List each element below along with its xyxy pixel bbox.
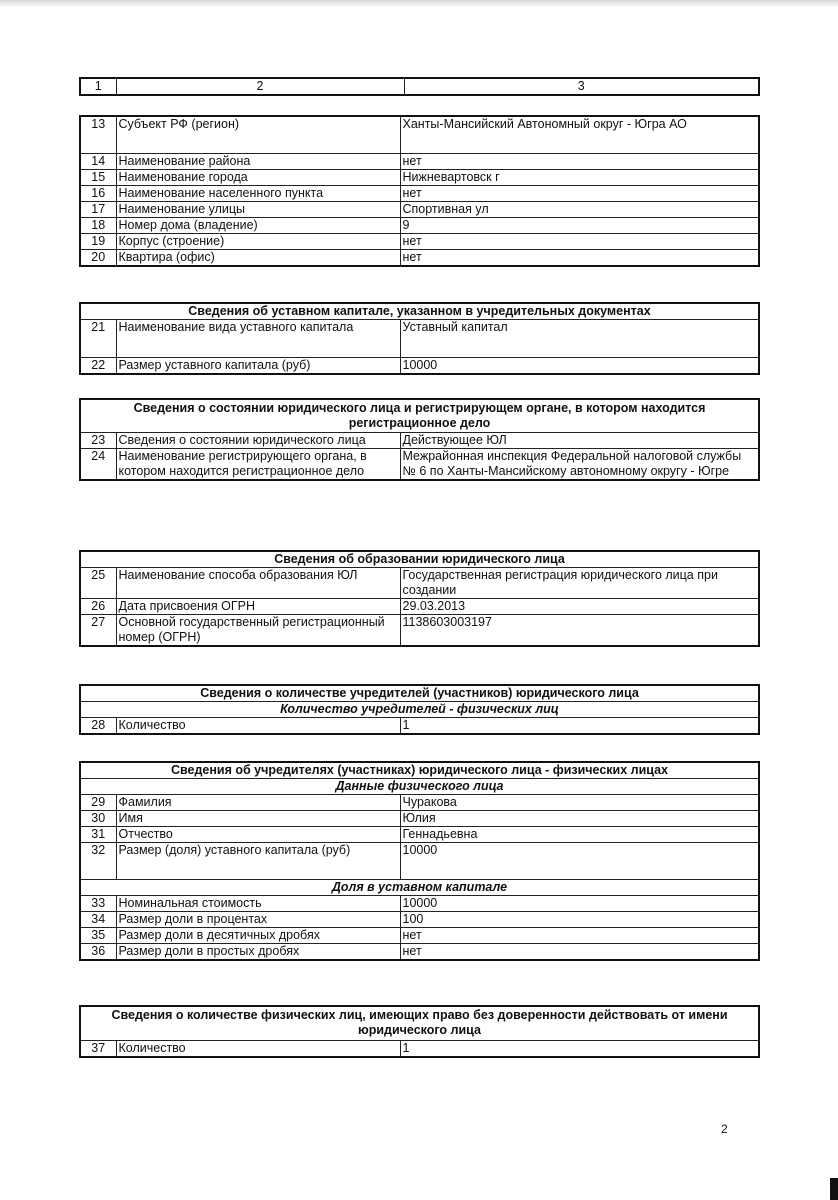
row-label: Квартира (офис) bbox=[116, 249, 400, 266]
table-row bbox=[80, 811, 759, 827]
row-value: Чуракова bbox=[400, 795, 759, 811]
row-value: Межрайонная инспекция Федеральной налоговой службы № 6 по Ханты-Мансийскому автономному округу - Югре bbox=[400, 449, 759, 481]
row-value: Геннадьевна bbox=[400, 827, 759, 843]
row-number: 23 bbox=[80, 433, 116, 449]
table-row bbox=[80, 153, 759, 169]
row-value: нет bbox=[400, 153, 759, 169]
row-value: Ханты-Мансийский Автономный округ - Югра АО bbox=[400, 116, 759, 153]
row-label: Размер уставного капитала (руб) bbox=[116, 358, 400, 375]
row-label: Размер (доля) уставного капитала (руб) bbox=[116, 843, 400, 880]
row-number: 32 bbox=[80, 843, 116, 880]
row-value: 1 bbox=[400, 1041, 759, 1058]
section-title: Сведения об уставном капитале, указанном в учредительных документах bbox=[80, 303, 759, 320]
table-row bbox=[80, 249, 759, 266]
row-number: 16 bbox=[80, 185, 116, 201]
table-row bbox=[80, 944, 759, 961]
row-value: нет bbox=[400, 185, 759, 201]
section-title: Сведения о состоянии юридического лица и регистрирующем органе, в котором находится регистрационное дело bbox=[80, 399, 759, 433]
table-row bbox=[80, 233, 759, 249]
row-number: 31 bbox=[80, 827, 116, 843]
table-row bbox=[80, 795, 759, 811]
row-value: нет bbox=[400, 233, 759, 249]
scan-edge bbox=[0, 0, 838, 8]
row-label: Номер дома (владение) bbox=[116, 217, 400, 233]
row-value: Спортивная ул bbox=[400, 201, 759, 217]
row-label: Наименование регистрирующего органа, в котором находится регистрационное дело bbox=[116, 449, 400, 481]
founders-details-table bbox=[79, 761, 760, 961]
row-label: Фамилия bbox=[116, 795, 400, 811]
row-value: 10000 bbox=[400, 843, 759, 880]
row-value: нет bbox=[400, 944, 759, 961]
row-label: Дата присвоения ОГРН bbox=[116, 599, 400, 615]
column-header-1: 1 bbox=[80, 78, 116, 95]
authorized-persons-table bbox=[79, 1005, 760, 1058]
row-number: 26 bbox=[80, 599, 116, 615]
row-label: Корпус (строение) bbox=[116, 233, 400, 249]
table-row bbox=[80, 615, 759, 647]
row-number: 15 bbox=[80, 169, 116, 185]
row-number: 37 bbox=[80, 1041, 116, 1058]
founders-count-table bbox=[79, 684, 760, 735]
row-number: 27 bbox=[80, 615, 116, 647]
row-number: 33 bbox=[80, 896, 116, 912]
row-number: 21 bbox=[80, 320, 116, 358]
row-label: Наименование способа образования ЮЛ bbox=[116, 568, 400, 599]
row-value: Юлия bbox=[400, 811, 759, 827]
row-label: Размер доли в десятичных дробях bbox=[116, 928, 400, 944]
row-label: Наименование района bbox=[116, 153, 400, 169]
row-value: 100 bbox=[400, 912, 759, 928]
row-label: Субъект РФ (регион) bbox=[116, 116, 400, 153]
column-header-3: 3 bbox=[404, 78, 759, 95]
row-label: Размер доли в процентах bbox=[116, 912, 400, 928]
formation-table bbox=[79, 550, 760, 647]
row-value: 1138603003197 bbox=[400, 615, 759, 647]
row-number: 13 bbox=[80, 116, 116, 153]
row-value: нет bbox=[400, 928, 759, 944]
table-row bbox=[80, 896, 759, 912]
section-subtitle: Данные физического лица bbox=[80, 779, 759, 795]
row-label: Наименование вида уставного капитала bbox=[116, 320, 400, 358]
row-value: 10000 bbox=[400, 896, 759, 912]
row-value: Уставный капитал bbox=[400, 320, 759, 358]
row-number: 35 bbox=[80, 928, 116, 944]
row-value: 10000 bbox=[400, 358, 759, 375]
table-row bbox=[80, 201, 759, 217]
row-number: 25 bbox=[80, 568, 116, 599]
table-row bbox=[80, 568, 759, 599]
row-value: 1 bbox=[400, 718, 759, 735]
table-row bbox=[80, 358, 759, 375]
row-value: 9 bbox=[400, 217, 759, 233]
row-label: Количество bbox=[116, 718, 400, 735]
row-number: 18 bbox=[80, 217, 116, 233]
entity-state-table bbox=[79, 398, 760, 481]
address-table bbox=[79, 115, 760, 267]
row-value: Нижневартовск г bbox=[400, 169, 759, 185]
table-row bbox=[80, 928, 759, 944]
row-value: Действующее ЮЛ bbox=[400, 433, 759, 449]
row-number: 29 bbox=[80, 795, 116, 811]
row-label: Количество bbox=[116, 1041, 400, 1058]
table-row bbox=[80, 827, 759, 843]
table-row bbox=[80, 843, 759, 880]
table-row bbox=[80, 185, 759, 201]
section-title: Сведения о количестве физических лиц, имеющих право без доверенности действовать от имени юридического лица bbox=[80, 1006, 759, 1041]
table-row bbox=[80, 217, 759, 233]
row-number: 20 bbox=[80, 249, 116, 266]
column-header-2: 2 bbox=[116, 78, 404, 95]
table-row bbox=[80, 169, 759, 185]
table-row bbox=[80, 320, 759, 358]
row-value: Государственная регистрация юридического лица при создании bbox=[400, 568, 759, 599]
row-label: Основной государственный регистрационный номер (ОГРН) bbox=[116, 615, 400, 647]
row-label: Имя bbox=[116, 811, 400, 827]
column-header-table bbox=[79, 77, 760, 96]
charter-capital-table bbox=[79, 302, 760, 375]
table-row bbox=[80, 1041, 759, 1058]
row-label: Отчество bbox=[116, 827, 400, 843]
page-number: 2 bbox=[721, 1122, 728, 1136]
row-label: Наименование населенного пункта bbox=[116, 185, 400, 201]
row-label: Сведения о состоянии юридического лица bbox=[116, 433, 400, 449]
section-subtitle: Доля в уставном капитале bbox=[80, 880, 759, 896]
row-label: Наименование города bbox=[116, 169, 400, 185]
row-number: 34 bbox=[80, 912, 116, 928]
row-number: 14 bbox=[80, 153, 116, 169]
row-number: 17 bbox=[80, 201, 116, 217]
row-number: 24 bbox=[80, 449, 116, 481]
table-row bbox=[80, 599, 759, 615]
scan-mark bbox=[830, 1178, 838, 1200]
table-row bbox=[80, 718, 759, 735]
section-title: Сведения об образовании юридического лица bbox=[80, 551, 759, 568]
section-title: Сведения о количестве учредителей (участников) юридического лица bbox=[80, 685, 759, 702]
row-number: 22 bbox=[80, 358, 116, 375]
row-label: Наименование улицы bbox=[116, 201, 400, 217]
row-label: Размер доли в простых дробях bbox=[116, 944, 400, 961]
table-row bbox=[80, 433, 759, 449]
row-label: Номинальная стоимость bbox=[116, 896, 400, 912]
row-number: 19 bbox=[80, 233, 116, 249]
table-row bbox=[80, 116, 759, 153]
row-value: 29.03.2013 bbox=[400, 599, 759, 615]
row-value: нет bbox=[400, 249, 759, 266]
row-number: 28 bbox=[80, 718, 116, 735]
section-subtitle: Количество учредителей - физических лиц bbox=[80, 702, 759, 718]
table-row bbox=[80, 449, 759, 481]
table-row bbox=[80, 912, 759, 928]
row-number: 30 bbox=[80, 811, 116, 827]
row-number: 36 bbox=[80, 944, 116, 961]
section-title: Сведения об учредителях (участниках) юридического лица - физических лицах bbox=[80, 762, 759, 779]
